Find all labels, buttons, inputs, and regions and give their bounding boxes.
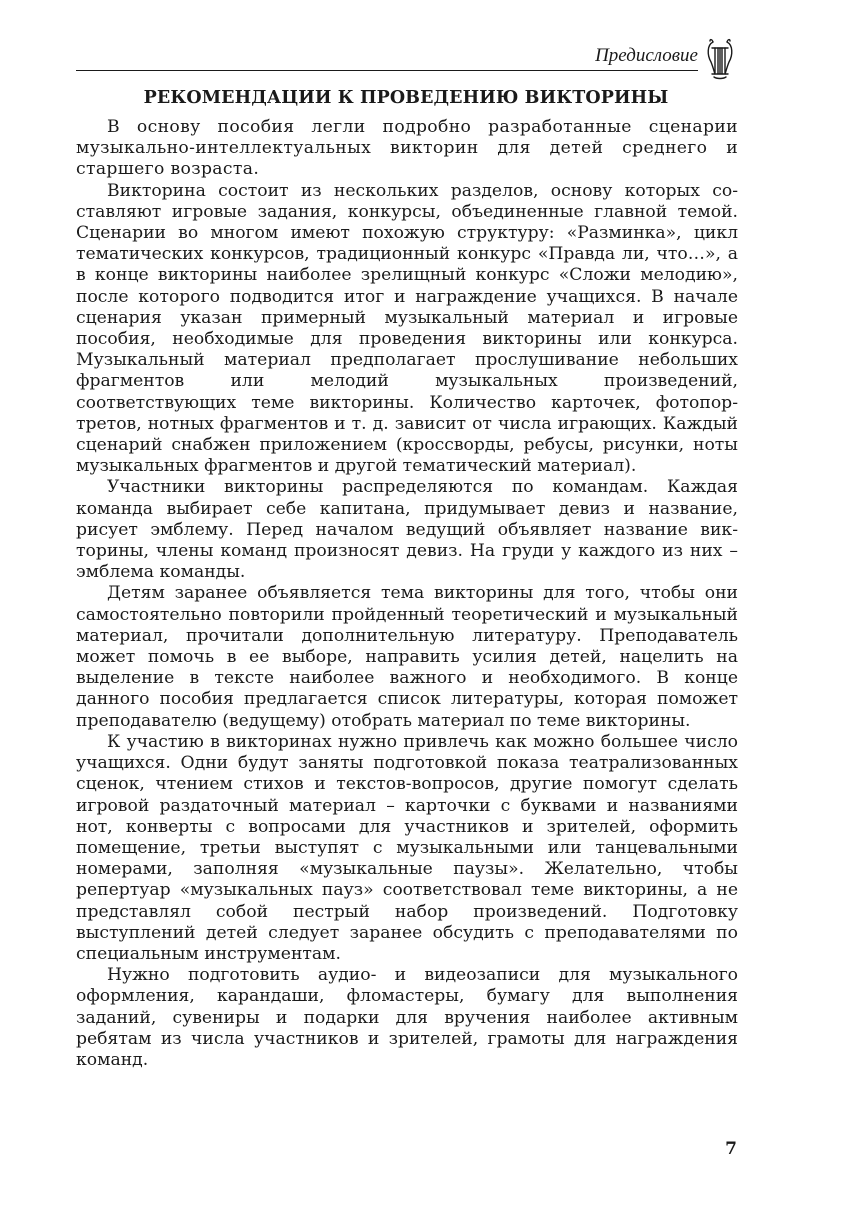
section-heading: РЕКОМЕНДАЦИИ К ПРОВЕДЕНИЮ ВИКТОРИНЫ (143, 87, 669, 108)
paragraph: Викторина состоит из нескольких разделов, основу которых составляют игровые задания, конкурсы, объединенные главной темой. Сценарии во многом имеют похожую структуру: «Разминка», цикл тематических конкурсов, традиционный конкурс «Правда ли, что…», а в конце викторины наиболее зрелищный конкурс «Сложи мелодию», после которого подводится итог и награждение учащихся. В начале сценария указан примерный музыкальный материал и игровые пособия, необходимые для проведения викторины или конкурса. Музыкальный материал предполагает прослушивание небольших фрагментов или мелодий музыкальных произведений, соответствующих теме викторины. Количество карточек, фотопортретов, нотных фрагментов и т. д. зависит от числа играющих. Каждый сценарий снабжен приложением (кроссворды, ребусы, рисунки, ноты музыкальных фрагментов и другой тематический материал). (76, 180, 738, 477)
body-text (76, 117, 738, 1071)
page-number: 7 (725, 1139, 737, 1159)
paragraph: Нужно подготовить аудио- и видеозаписи для музыкального оформления, карандаши, фломастеры, бумагу для выполнения заданий, сувениры и подарки для вручения наиболее активным ребятам из числа участников и зрителей, грамоты для награждения команд. (76, 965, 738, 1070)
paragraph: Детям заранее объявляется тема викторины для того, чтобы они самостоятельно повторили пройденный теоретический и музыкальный материал, прочитали дополнительную литературу. Преподаватель может помочь в ее выборе, направить усилия детей, нацелить на выделение в тексте наиболее важного и необходимого. В конце данного пособия предлагается список литературы, которая поможет преподавателю (ведущему) отобрать материал по теме викторины. (76, 583, 738, 731)
running-header (76, 36, 736, 72)
running-title: Предисловие (595, 45, 698, 66)
paragraph: Участники викторины распределяются по командам. Каждая команда выбирает себе капитана, придумывает девиз и название, рисует эмблему. Перед началом ведущий объявляет название викторины, члены команд произносят девиз. На груди у каждого из них – эмблема команды. (76, 477, 738, 583)
header-rule (76, 70, 698, 71)
lyre-icon (704, 36, 736, 80)
paragraph: К участию в викторинах нужно привлечь как можно большее число учащихся. Одни будут заняты подготовкой показа театрализованных сценок, чтением стихов и текстов-вопросов, другие помогут сделать игровой раздаточный материал – карточки с буквами и названиями нот, конверты с вопросами для участников и зрителей, оформить помещение, третьи выступят с музыкальными или танцевальными номерами, заполняя «музыкальные паузы». Желательно, чтобы репертуар «музыкальных пауз» соответствовал теме викторины, а не представлял собой пестрый набор произведений. Подготовку выступлений детей следует заранее обсудить с преподавателями по специальным инструментам. (76, 731, 738, 964)
paragraph: В основу пособия легли подробно разработанные сценарии музыкально-интеллектуальных викторин для детей среднего и старшего возраста. (76, 117, 738, 180)
